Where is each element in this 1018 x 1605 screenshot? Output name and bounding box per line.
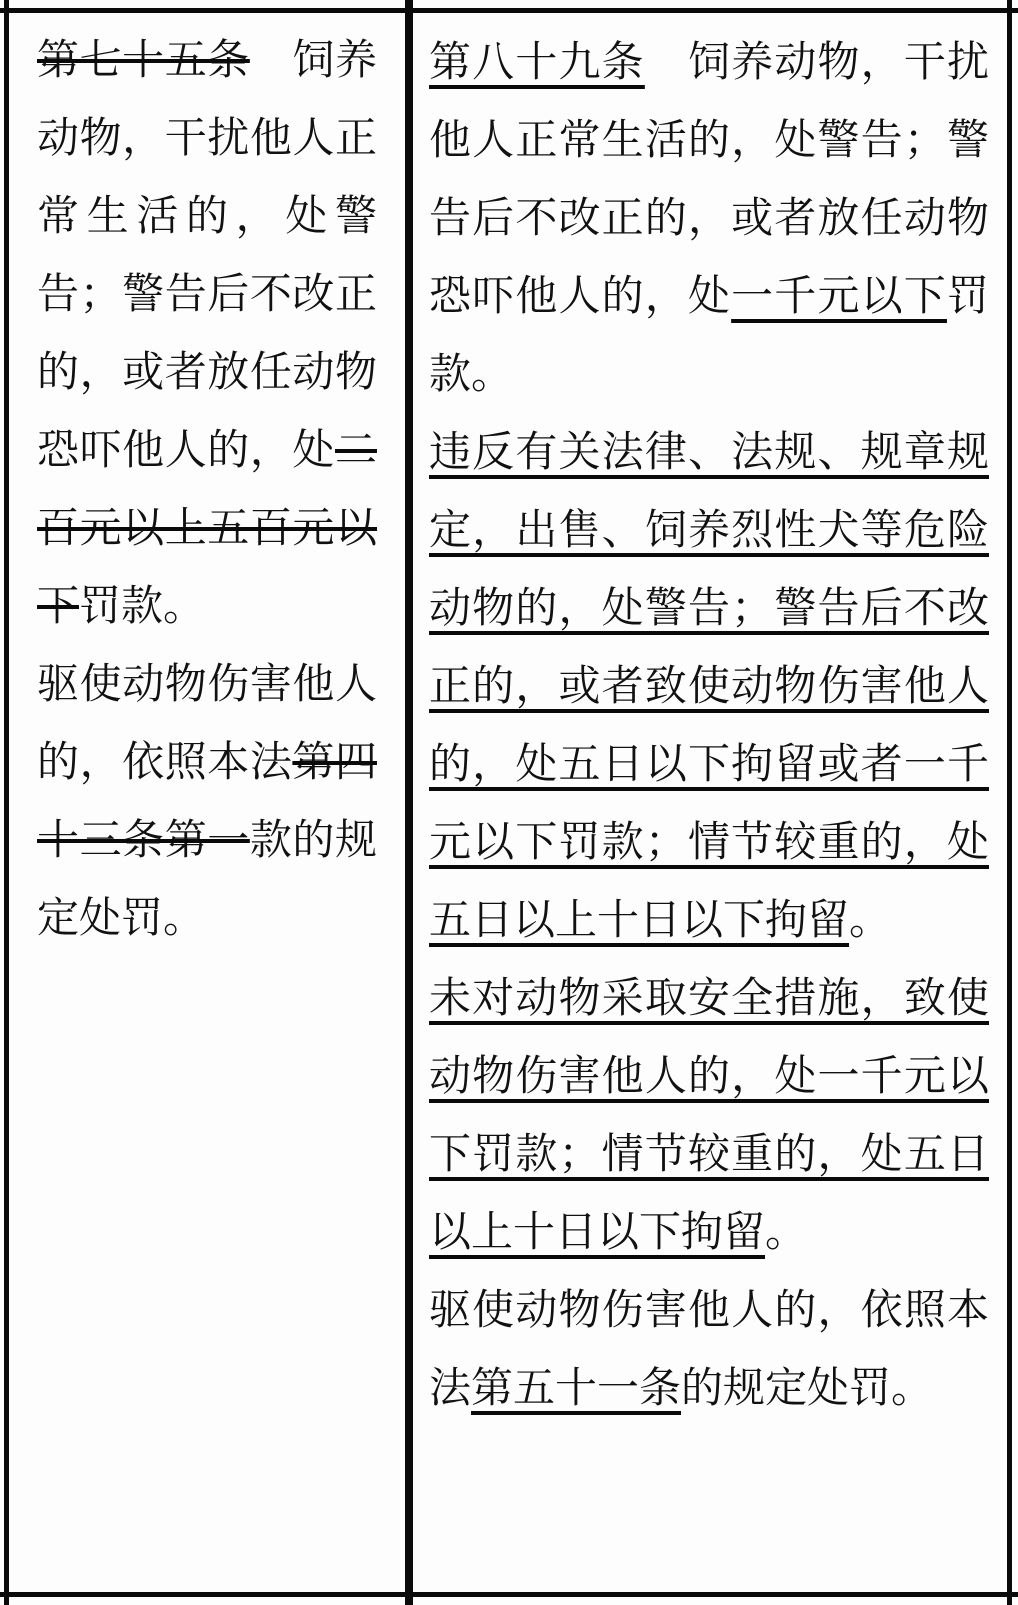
column-divider — [405, 0, 413, 1605]
old-law-paragraph-2 — [37, 645, 377, 957]
inserted-segment: 第五十一条 — [471, 1364, 682, 1411]
inserted-segment: 第八十九条 — [429, 38, 645, 85]
old-law-cell — [9, 13, 405, 1592]
row-bottom-border — [0, 1592, 1018, 1597]
text-segment: 饲养动物，干扰他人正常生活的，处警告；警告后不改正的，或者放任动物恐吓他人的，处 — [37, 36, 377, 473]
text-segment: 驱使动物伤害他人的，依照本法 — [37, 660, 377, 785]
text-segment: 。 — [849, 896, 892, 943]
text-segment: 。 — [765, 1208, 808, 1255]
new-law-paragraph-2 — [429, 413, 989, 959]
new-law-paragraph-3 — [429, 959, 989, 1271]
old-law-paragraph-1 — [37, 21, 377, 645]
text-segment: 饲养动物，干扰他人正常生活的，处警告；警告后不改正的，或者放任动物恐吓他人的，处 — [429, 38, 989, 319]
text-segment: 驱使动物伤害他人的，依照本法 — [429, 1286, 989, 1411]
new-law-paragraph-4 — [429, 1271, 989, 1427]
deleted-segment: 二百元以上五百元以下 — [37, 426, 377, 629]
new-law-cell — [413, 13, 1007, 1592]
inserted-segment: 一千元以下 — [731, 272, 947, 319]
new-law-paragraph-1 — [429, 23, 989, 413]
text-segment: 款的规定处罚。 — [37, 816, 377, 941]
inserted-segment: 违反有关法律、法规、规章规定，出售、饲养烈性犬等危险动物的，处警告；警告后不改正的，或者致使动物伤害他人的，处五日以下拘留或者一千元以下罚款；情节较重的，处五日以上十日以下拘留 — [429, 428, 989, 943]
inserted-segment: 未对动物采取安全措施，致使动物伤害他人的，处一千元以下罚款；情节较重的，处五日以上十日以下拘留 — [429, 974, 989, 1255]
text-segment: 的规定处罚。 — [681, 1364, 934, 1411]
text-segment: 罚款。 — [429, 272, 989, 397]
deleted-segment: 第四十三条第一 — [37, 738, 377, 863]
text-segment: 罚款。 — [79, 582, 206, 629]
deleted-segment: 第七十五条 — [37, 36, 250, 83]
table-right-border — [1007, 0, 1012, 1605]
